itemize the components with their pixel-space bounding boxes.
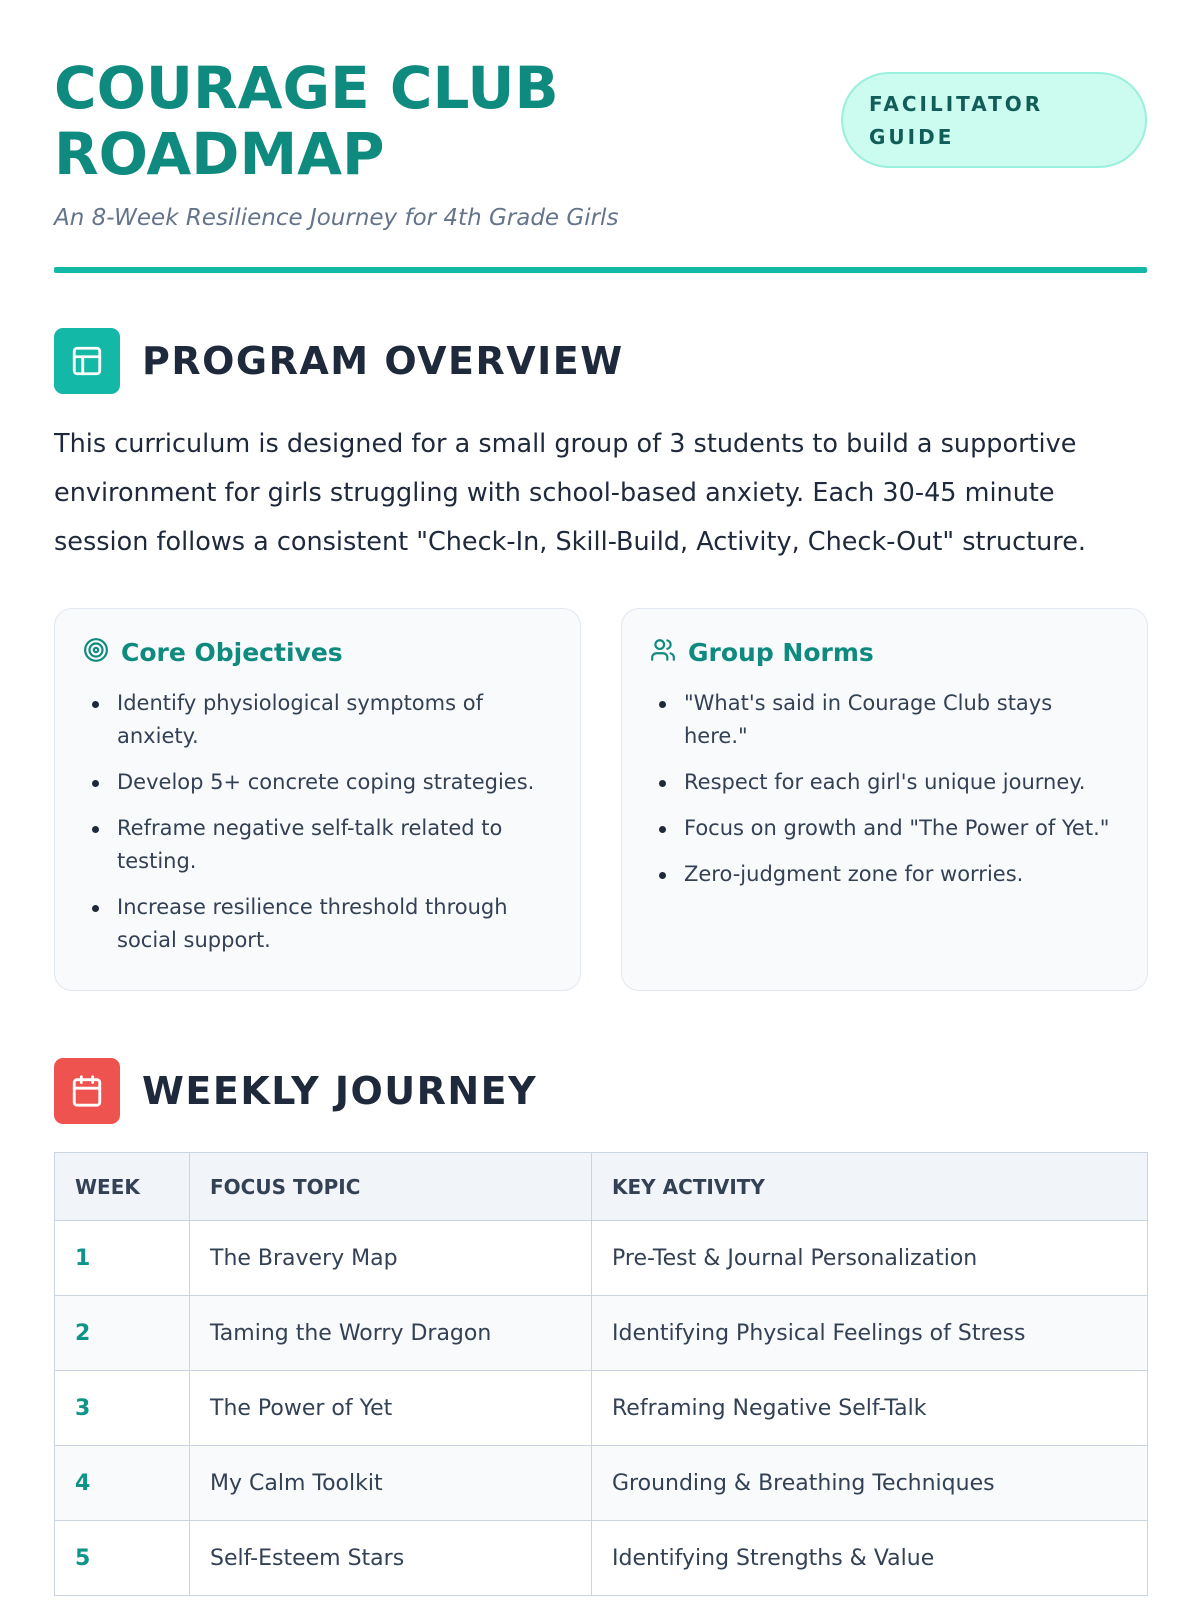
- objectives-list: [83, 687, 552, 957]
- table-header-row: [55, 1153, 1148, 1221]
- list-item: Respect for each girl's unique journey.: [650, 766, 1119, 799]
- week-number: 2: [55, 1296, 190, 1371]
- column-header-week: WEEK: [55, 1153, 190, 1221]
- table-row: [55, 1446, 1148, 1521]
- page-subtitle: An 8-Week Resilience Journey for 4th Grade Girls: [54, 205, 619, 231]
- week-number: 1: [55, 1221, 190, 1296]
- core-objectives-card: [54, 608, 581, 991]
- facilitator-guide-badge: [841, 72, 1147, 168]
- section-title: PROGRAM OVERVIEW: [142, 339, 624, 383]
- column-header-topic: FOCUS TOPIC: [190, 1153, 592, 1221]
- card-title: Group Norms: [688, 637, 874, 667]
- week-number: 3: [55, 1371, 190, 1446]
- page-title-line-2: ROADMAP: [54, 120, 385, 188]
- page-header: [54, 55, 1147, 275]
- list-item: Zero-judgment zone for worries.: [650, 858, 1119, 891]
- focus-topic: Taming the Worry Dragon: [190, 1296, 592, 1371]
- badge-line-2: GUIDE: [869, 125, 955, 149]
- layout-icon: [54, 328, 120, 394]
- card-title: Core Objectives: [121, 637, 343, 667]
- focus-topic: The Power of Yet: [190, 1371, 592, 1446]
- table-row: [55, 1296, 1148, 1371]
- list-item: "What's said in Courage Club stays here.": [650, 687, 1119, 753]
- key-activity: Grounding & Breathing Techniques: [592, 1446, 1148, 1521]
- key-activity: Identifying Strengths & Value: [592, 1521, 1148, 1596]
- list-item: Increase resilience threshold through social support.: [83, 891, 552, 957]
- focus-topic: The Bravery Map: [190, 1221, 592, 1296]
- group-norms-card: [621, 608, 1148, 991]
- table-row: [55, 1371, 1148, 1446]
- badge-line-1: FACILITATOR: [869, 92, 1044, 116]
- header-divider: [54, 267, 1147, 273]
- users-icon: [650, 637, 676, 667]
- weekly-journey-heading: [54, 1058, 537, 1124]
- week-number: 4: [55, 1446, 190, 1521]
- weekly-journey-table: [54, 1152, 1148, 1596]
- section-title: WEEKLY JOURNEY: [142, 1069, 538, 1113]
- key-activity: Identifying Physical Feelings of Stress: [592, 1296, 1148, 1371]
- list-item: Develop 5+ concrete coping strategies.: [83, 766, 552, 799]
- list-item: Identify physiological symptoms of anxiety.: [83, 687, 552, 753]
- week-number: 5: [55, 1521, 190, 1596]
- program-overview-heading: [54, 328, 624, 394]
- page-title-line-1: COURAGE CLUB: [54, 54, 559, 122]
- table-row: [55, 1521, 1148, 1596]
- focus-topic: My Calm Toolkit: [190, 1446, 592, 1521]
- calendar-icon: [54, 1058, 120, 1124]
- focus-topic: Self-Esteem Stars: [190, 1521, 592, 1596]
- target-icon: [83, 637, 109, 667]
- key-activity: Pre-Test & Journal Personalization: [592, 1221, 1148, 1296]
- table-row: [55, 1221, 1148, 1296]
- column-header-activity: KEY ACTIVITY: [592, 1153, 1148, 1221]
- overview-paragraph: This curriculum is designed for a small group of 3 students to build a supportive environment for girls struggling with school-based anxiety. Each 30-45 minute session follows a consistent "Check-In, Skill-Build, Activity, Check-Out" structure.: [54, 429, 1087, 557]
- norms-list: [650, 687, 1119, 891]
- list-item: Reframe negative self-talk related to testing.: [83, 812, 552, 878]
- key-activity: Reframing Negative Self-Talk: [592, 1371, 1148, 1446]
- list-item: Focus on growth and "The Power of Yet.": [650, 812, 1119, 845]
